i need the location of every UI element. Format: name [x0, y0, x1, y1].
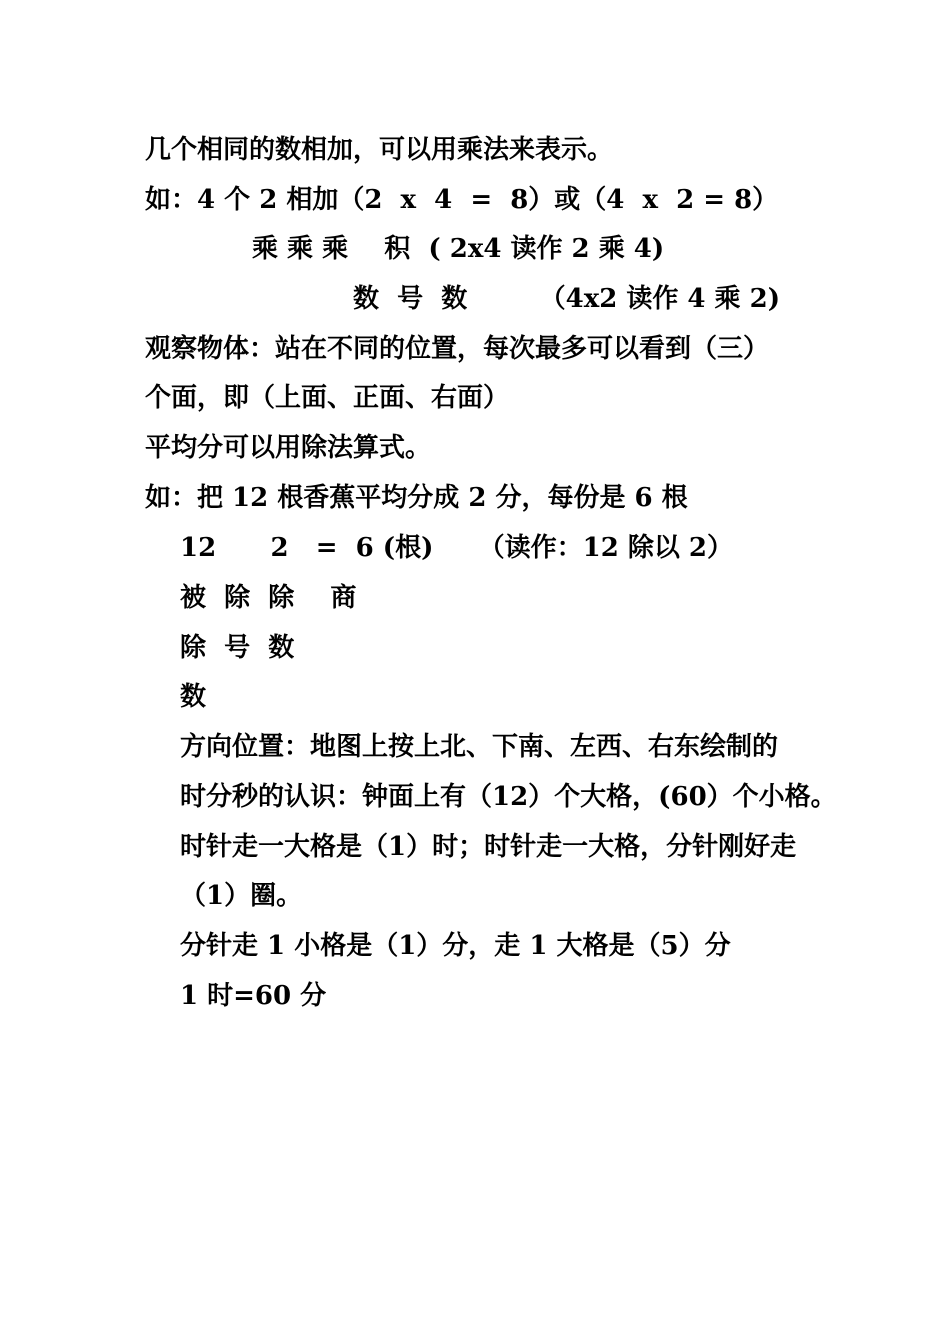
text-line-6: 个面，即（上面、正面、右面）: [145, 383, 510, 413]
text-line-11: 除 号 数: [180, 633, 295, 663]
text-line-10: 被 除 除 商: [180, 583, 357, 613]
text-line-1: 几个相同的数相加，可以用乘法来表示。: [145, 135, 614, 165]
text-line-12: 数: [180, 682, 207, 712]
text-line-13: 方向位置：地图上按上北、下南、左西、右东绘制的: [180, 732, 779, 762]
text-line-18: 1 时=60 分: [180, 981, 327, 1011]
text-line-7: 平均分可以用除法算式。: [145, 433, 432, 463]
text-line-14: 时分秒的认识：钟面上有（12）个大格，(60）个小格。: [180, 782, 837, 812]
text-line-15: 时针走一大格是（1）时；时针走一大格，分针刚好走: [180, 832, 797, 862]
text-line-5: 观察物体：站在不同的位置，每次最多可以看到（三）: [145, 334, 770, 364]
text-line-4: 数 号 数 （4x2 读作 4 乘 2): [353, 284, 780, 314]
text-line-16: （1）圈。: [180, 881, 303, 911]
text-line-8: 如：把 12 根香蕉平均分成 2 分，每份是 6 根: [145, 483, 688, 513]
text-line-2: 如：4 个 2 相加（2 x 4 = 8）或（4 x 2 = 8）: [145, 185, 779, 215]
text-line-9: 12 2 = 6 (根) （读作：12 除以 2）: [180, 533, 734, 563]
text-line-17: 分针走 1 小格是（1）分，走 1 大格是（5）分: [180, 931, 731, 961]
text-line-3: 乘 乘 乘 积 ( 2x4 读作 2 乘 4): [252, 234, 665, 264]
